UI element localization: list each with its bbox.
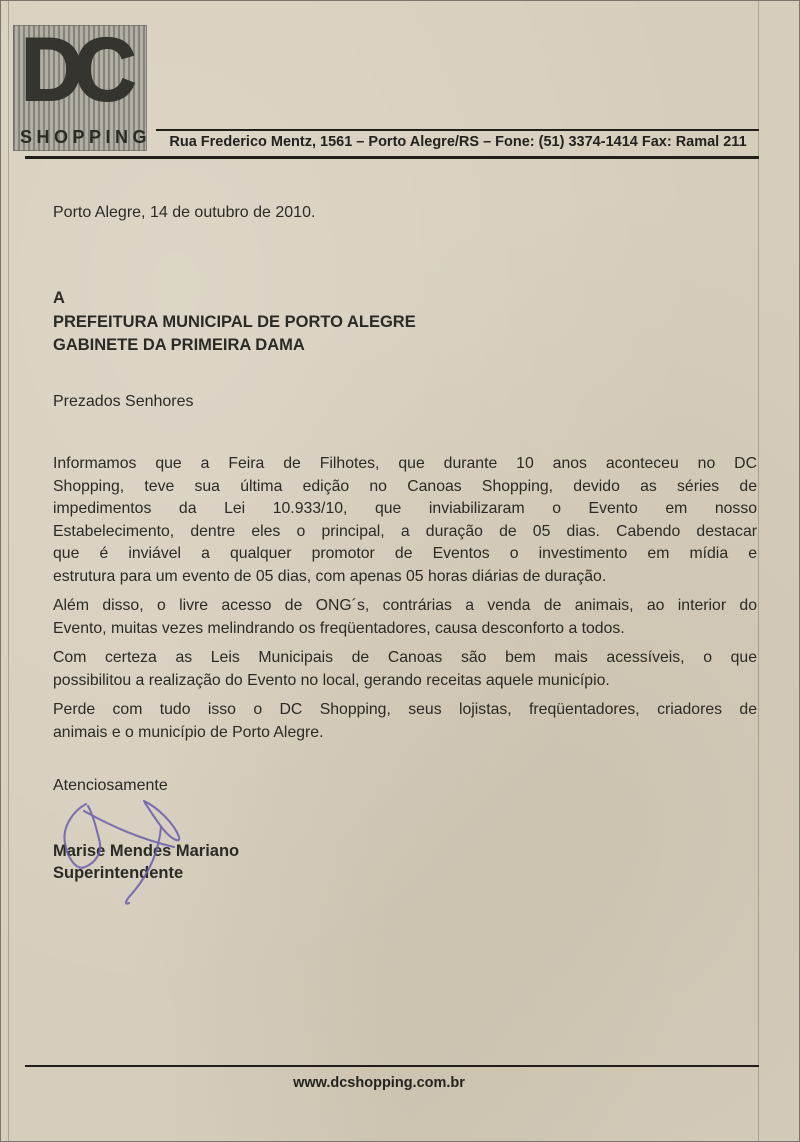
website-url: www.dcshopping.com.br	[293, 1075, 465, 1091]
paragraph-line: possibilitou a realização do Evento no local, gerando receitas aquele município.	[53, 671, 610, 689]
paragraph-line: Evento, muitas vezes melindrando os freqüentadores, causa desconforto a todos.	[53, 619, 625, 637]
letterhead-address: Rua Frederico Mentz, 1561 – Porto Alegre/RS – Fone: (51) 3374-1414 Fax: Ramal 211	[169, 134, 747, 150]
paragraph	[53, 595, 757, 640]
recipient-line: PREFEITURA MUNICIPAL DE PORTO ALEGRE	[53, 312, 416, 331]
date-line: Porto Alegre, 14 de outubro de 2010.	[53, 204, 316, 221]
signer-title: Superintendente	[53, 864, 184, 882]
logo-label: SHOPPING	[20, 127, 152, 147]
paragraph-line: Com certeza as Leis Municipais de Canoas são bem mais acessíveis, o que	[53, 649, 757, 666]
logo-initials: DC	[21, 19, 128, 120]
dc-shopping-logo	[13, 19, 152, 151]
footer-rule	[25, 1065, 759, 1067]
paragraph-line: que é inviável a qualquer promotor de Eventos o investimento em mídia e	[53, 545, 757, 562]
paragraph-line: Perde com tudo isso o DC Shopping, seus lojistas, freqüentadores, criadores de	[53, 701, 757, 718]
paragraph-line: Shopping, teve sua última edição no Canoas Shopping, devido as séries de	[53, 477, 757, 495]
signer-name: Marise Mendes Mariano	[53, 842, 240, 860]
paragraph-line: Informamos que a Feira de Filhotes, que durante 10 anos aconteceu no DC	[53, 455, 757, 472]
paragraph	[53, 699, 757, 744]
paragraph-line: Além disso, o livre acesso de ONG´s, contrárias a venda de animais, ao interior do	[53, 597, 757, 614]
paragraph-line: estrutura para um evento de 05 dias, com apenas 05 horas diárias de duração.	[53, 567, 607, 585]
recipient-block	[53, 287, 416, 358]
closing-line: Atenciosamente	[53, 777, 168, 794]
paper-edge-right	[758, 1, 759, 1141]
letterhead-rule-bottom	[25, 156, 759, 159]
signature-block	[53, 840, 239, 884]
paragraph-line: Estabelecimento, dentre eles o principal, a duração de 05 dias. Cabendo destacar	[53, 522, 757, 540]
letterhead-rule-top	[156, 129, 759, 131]
recipient-line: A	[53, 289, 65, 307]
body-paragraphs	[53, 453, 757, 751]
paragraph	[53, 453, 757, 588]
salutation: Prezados Senhores	[53, 393, 194, 410]
paragraph-line: impedimentos da Lei 10.933/10, que inviabilizaram o Evento em nosso	[53, 500, 757, 517]
recipient-line: GABINETE DA PRIMEIRA DAMA	[53, 336, 305, 354]
paragraph	[53, 647, 757, 692]
paragraph-line: animais e o município de Porto Alegre.	[53, 723, 324, 741]
paper-edge-left	[8, 1, 9, 1141]
